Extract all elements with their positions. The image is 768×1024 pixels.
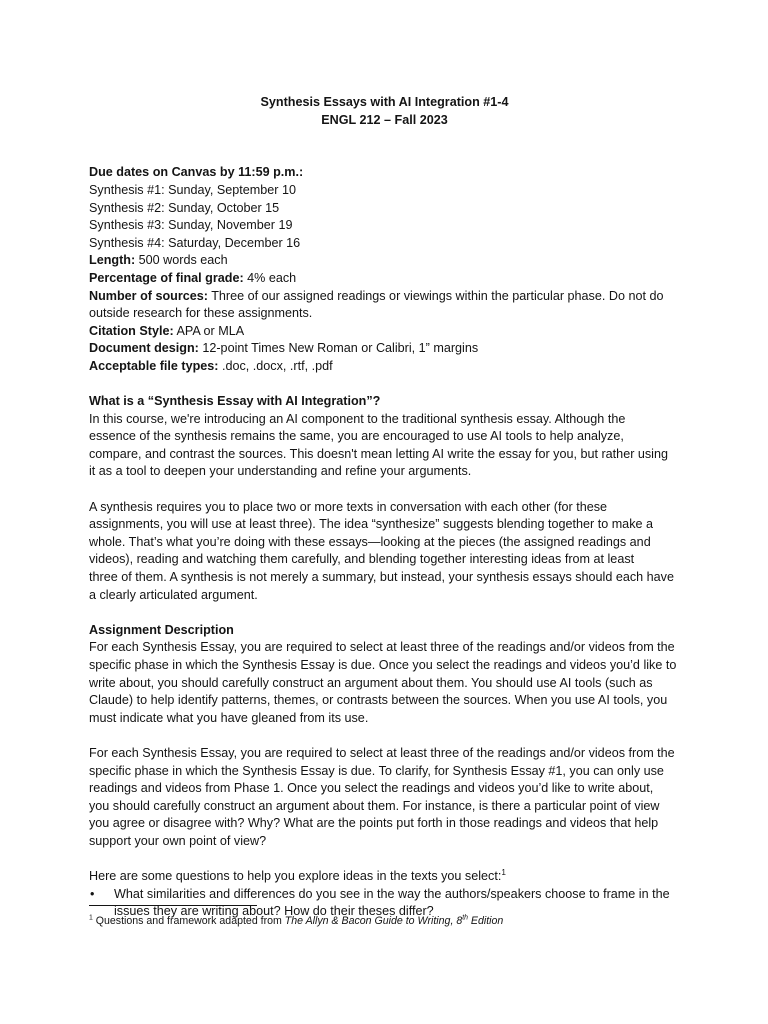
filetypes-value: .doc, .docx, .rtf, .pdf: [218, 358, 333, 373]
length-value: 500 words each: [135, 253, 228, 268]
paragraph-line: three of them. A synthesis is not merely a summary, but instead, your synthesis essays should each have: [89, 570, 674, 585]
course-term: ENGL 212 – Fall 2023: [321, 112, 448, 127]
footnote-edition-superscript: th: [462, 914, 468, 922]
paragraph: [89, 639, 684, 727]
paragraph-line: In this course, we're introducing an AI component to the traditional synthesis essay. Although the: [89, 411, 626, 426]
footnote-book-title-text: The Allyn & Bacon Guide to Writing, 8: [284, 915, 463, 927]
footnote-edition-word: Edition: [467, 915, 504, 927]
paragraph: [89, 745, 684, 851]
due-date-item: Synthesis #1: Sunday, September 10: [89, 182, 296, 197]
questions-intro: [89, 868, 684, 886]
paragraph-line: readings and videos from Phase 1. Once you select the readings and videos you’d like to write about,: [89, 781, 654, 796]
paragraph-line: specific phase in which the Synthesis Essay is due. Once you select the readings and videos you’d like to: [89, 658, 677, 672]
due-date-item: Synthesis #2: Sunday, October 15: [89, 200, 280, 215]
footnote-reference[interactable]: 1: [501, 867, 506, 877]
citation-row: [89, 323, 684, 341]
paragraph-line: you agree or disagree with? Why? What are the points put forth in those readings and videos that help: [89, 816, 659, 831]
design-value: 12-point Times New Roman or Calibri, 1” margins: [198, 341, 479, 356]
footnote-separator: [89, 905, 257, 906]
footnote-text: Questions and framework adapted from: [92, 915, 285, 927]
list-item-line: issues they are writing about? How do their theses differ?: [114, 904, 434, 919]
due-date-item: Synthesis #3: Sunday, November 19: [89, 218, 293, 233]
questions-intro-text: Here are some questions to help you explore ideas in the texts you select:: [89, 869, 502, 884]
list-item-line: What similarities and differences do you see in the way the authors/speakers choose to frame in the: [114, 886, 670, 901]
citation-label: Citation Style:: [89, 323, 174, 338]
paragraph-line: essence of the synthesis remains the same, you are encouraged to use AI tools to help analyze,: [89, 429, 624, 444]
filetypes-label: Acceptable file types:: [89, 358, 219, 373]
paragraph-line: must indicate what you have gleaned from its use.: [89, 710, 369, 725]
footnote: [89, 914, 503, 929]
paragraph: [89, 411, 684, 481]
sources-value: Three of our assigned readings or viewings within the particular phase. Do not do: [207, 288, 664, 303]
paragraph-line: compare, and contrast the sources. This doesn't mean letting AI write the essay for you, but rather using: [89, 446, 668, 461]
paragraph-line: assignments, you will use at least three). The idea “synthesize” suggests blending together to make a: [89, 517, 653, 532]
paragraph-line: a clearly articulated argument.: [89, 587, 258, 602]
section-heading: Assignment Description: [89, 622, 234, 637]
paragraph-line: you should carefully construct an argument about them. For instance, is there a particular point of view: [89, 798, 660, 813]
paragraph-line: specific phase in which the Synthesis Essay is due. To clarify, for Synthesis Essay #1, you can only use: [89, 763, 664, 778]
grade-value: 4% each: [243, 270, 297, 285]
paragraph-line: write about, you should carefully construct an argument about them. You should use AI tools (such as: [89, 675, 653, 690]
paragraph: [89, 499, 684, 605]
paragraph-line: support your own point of view?: [89, 833, 267, 848]
grade-label: Percentage of final grade:: [89, 270, 244, 285]
assignment-description-section: [89, 622, 684, 921]
grade-row: [89, 270, 684, 288]
assignment-details: [89, 164, 684, 375]
length-row: [89, 252, 684, 270]
design-row: [89, 340, 684, 358]
paragraph-line: whole. That’s what you’re doing with these essays—looking at the pieces (the assigned readings and: [89, 534, 651, 549]
footnote-mark: 1: [89, 914, 93, 922]
document-body: [89, 94, 684, 921]
paragraph-line: A synthesis requires you to place two or more texts in conversation with each other (for these: [89, 499, 607, 514]
sources-row: [89, 288, 684, 306]
length-label: Length:: [89, 253, 136, 268]
paragraph-line: videos), reading and watching them carefully, and blending together interesting ideas from at least: [89, 552, 635, 567]
paragraph-line: Claude) to help identify patterns, themes, or contrasts between the sources. When you use AI tools, you: [89, 693, 668, 708]
design-label: Document design:: [89, 341, 199, 356]
what-is-section: [89, 393, 684, 604]
paragraph-line: it as a tool to deepen your understanding and refine your arguments.: [89, 464, 472, 479]
bullet-icon: •: [90, 886, 95, 901]
due-dates-heading: Due dates on Canvas by 11:59 p.m.:: [89, 165, 304, 180]
document-header: [85, 94, 684, 129]
footnote-book-title: [285, 915, 504, 927]
sources-value-continued: outside research for these assignments.: [89, 306, 313, 321]
document-title: Synthesis Essays with AI Integration #1-4: [260, 95, 509, 109]
citation-value: APA or MLA: [173, 323, 245, 338]
paragraph-line: For each Synthesis Essay, you are required to select at least three of the readings and/or videos from the: [89, 640, 675, 655]
due-date-item: Synthesis #4: Saturday, December 16: [89, 235, 301, 250]
paragraph-line: For each Synthesis Essay, you are required to select at least three of the readings and/or videos from the: [89, 745, 675, 760]
section-heading: What is a “Synthesis Essay with AI Integration”?: [89, 394, 381, 409]
sources-label: Number of sources:: [89, 288, 208, 303]
filetypes-row: [89, 358, 684, 376]
